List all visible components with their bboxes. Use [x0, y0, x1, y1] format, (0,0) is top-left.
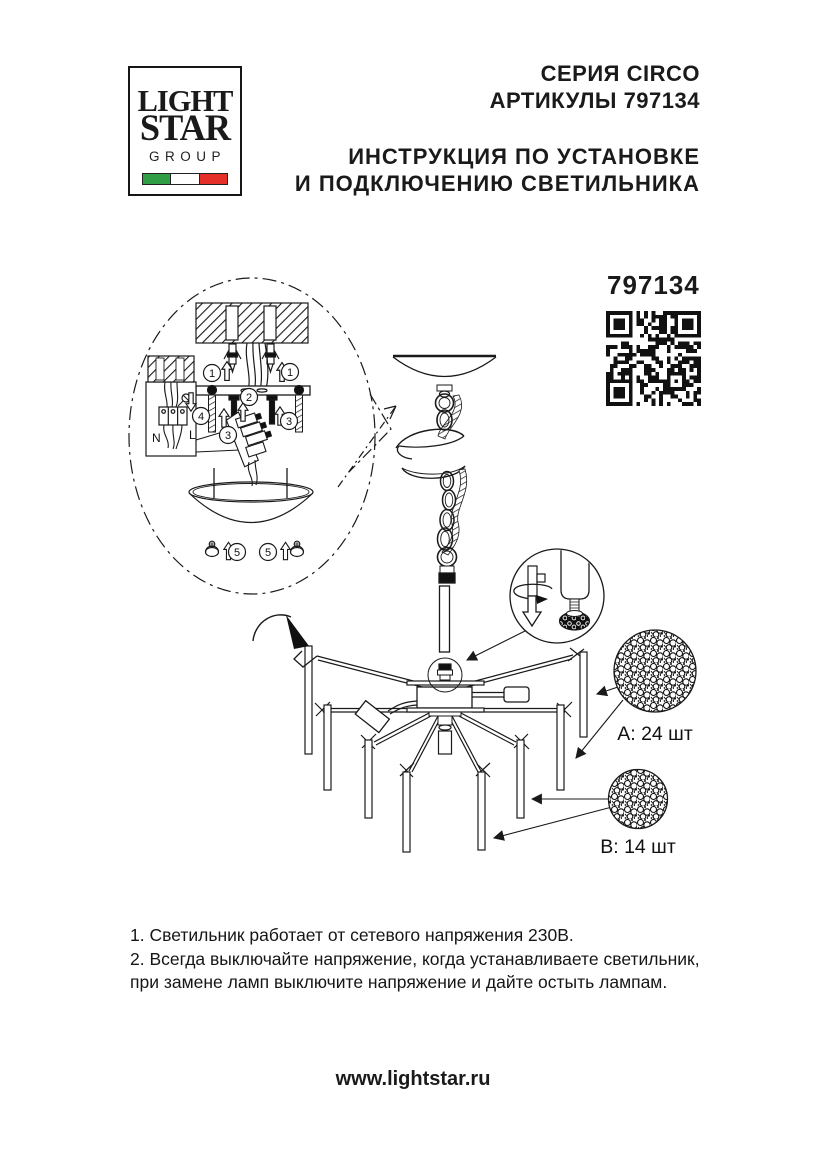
- instruction-title-line2: И ПОДКЛЮЧЕНИЮ СВЕТИЛЬНИКА: [294, 171, 700, 196]
- ceiling-block: [196, 303, 308, 343]
- website-url: www.lightstar.ru: [335, 1068, 491, 1090]
- callout-3: 3: [285, 416, 293, 428]
- chandelier-body: [253, 615, 587, 852]
- suspension-rod: [440, 586, 450, 652]
- anchor-bolts: [224, 344, 279, 372]
- hanging-rod: [324, 705, 331, 790]
- callout-3: 3: [224, 430, 232, 442]
- articles-line: АРТИКУЛЫ 797134: [489, 88, 700, 113]
- crystal-ball-a: [614, 630, 696, 712]
- hanging-rod: [517, 740, 524, 818]
- decorative-swirl: [396, 429, 465, 478]
- rotate-arrow: [253, 615, 291, 641]
- logo-word-group: GROUP: [148, 149, 226, 164]
- lamp-holder: [561, 540, 589, 599]
- callout-2: 2: [245, 392, 253, 404]
- callout-1: 1: [286, 367, 294, 379]
- screw-detail-callout: [467, 540, 604, 660]
- note-line-2: 2. Всегда выключайте напряжение, когда устанавливаете светильник,: [130, 948, 700, 969]
- article-number: 797134: [607, 270, 700, 300]
- central-hub: [407, 658, 484, 754]
- mounting-detail-callout: [129, 278, 396, 594]
- crystal-ball-b: [609, 770, 668, 829]
- hanging-rod: [478, 772, 485, 850]
- hanging-rod: [557, 705, 564, 790]
- logo-word-light: LIGHT: [137, 83, 233, 118]
- ball-b-label: B: 14 шт: [600, 836, 676, 858]
- chain-and-canopy: [393, 356, 496, 652]
- instruction-title-line1: ИНСТРУКЦИЯ ПО УСТАНОВКЕ: [348, 144, 700, 169]
- hanging-rod: [580, 652, 587, 737]
- ball-a-label: A: 24 шт: [617, 723, 693, 745]
- hanging-rod: [365, 740, 372, 818]
- callout-4: 4: [197, 411, 205, 423]
- terminal-l-label: L: [189, 428, 196, 442]
- twisted-cable: [442, 469, 467, 555]
- note-line-3: при замене ламп выключите напряжение и дайте остыть лампам.: [130, 972, 668, 992]
- callout-1: 1: [208, 368, 216, 380]
- series-title: СЕРИЯ CIRCO: [540, 61, 700, 86]
- screw: [528, 566, 537, 596]
- note-line-1: 1. Светильник работает от сетевого напряжения 230В.: [130, 925, 574, 945]
- logo-word-star: STAR: [139, 108, 231, 149]
- callout-5: 5: [264, 547, 272, 559]
- callout-5: 5: [233, 547, 241, 559]
- hanging-rod: [403, 772, 410, 852]
- part-ball-a: [576, 630, 696, 758]
- safety-notes: [130, 924, 770, 995]
- terminal-n-label: N: [152, 431, 161, 445]
